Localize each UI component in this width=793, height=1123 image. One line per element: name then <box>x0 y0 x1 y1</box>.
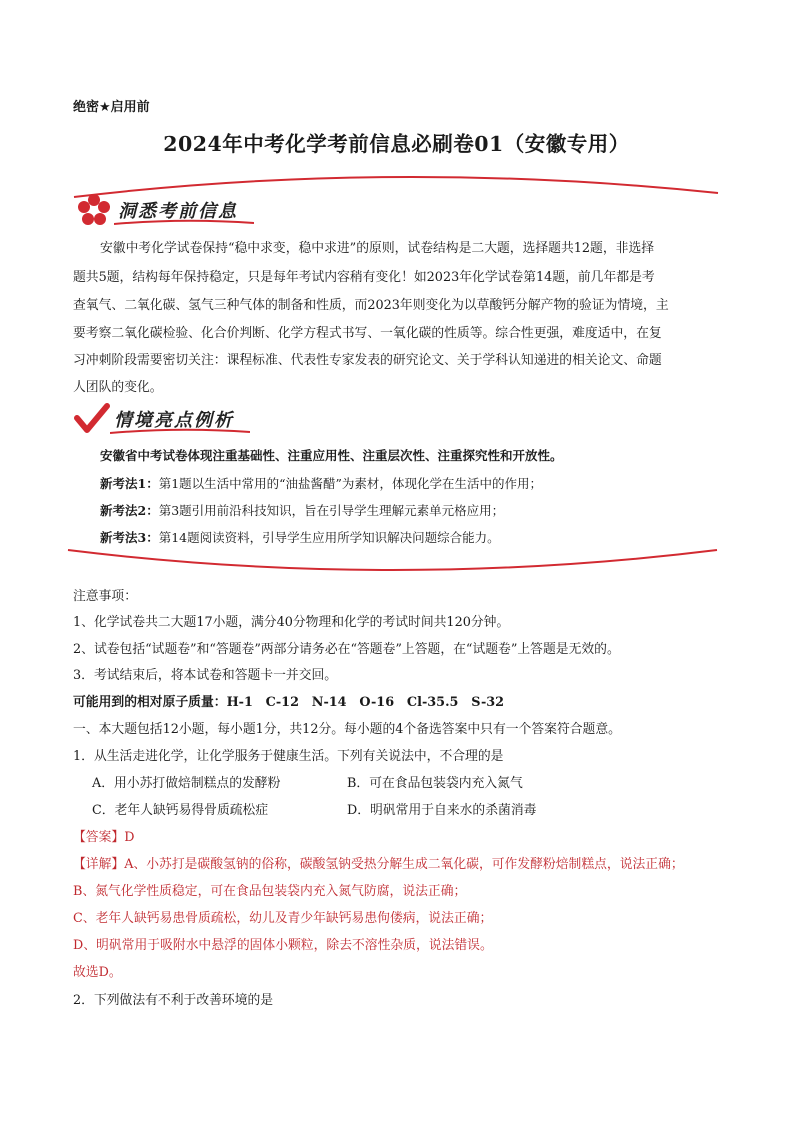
notice-item: 3．考试结束后，将本试卷和答题卡一并交回。 <box>73 668 338 683</box>
detail-line: C、老年人缺钙易患骨质疏松，幼儿及青少年缺钙易患佝偻病，说法正确； <box>73 911 493 926</box>
checkmark-icon <box>74 402 110 436</box>
info-section-heading <box>76 192 238 228</box>
highlight-item-label: 新考法1： <box>100 476 159 491</box>
highlight-section-title: 情境亮点例析 <box>114 410 234 431</box>
heading-underline <box>114 219 254 227</box>
detail-label: 【详解】 <box>73 857 125 872</box>
highlight-item-text: 第3题引用前沿科技知识，旨在引导学生理解元素单元格应用； <box>158 503 505 518</box>
notice-heading: 注意事项： <box>73 589 137 604</box>
highlight-item-label: 新考法2： <box>100 503 159 518</box>
info-line: 查氧气、二氧化碳、氢气三种气体的制备和性质，而2023年则变化为以草酸钙分解产物的验证为情境，主 <box>73 298 669 313</box>
detail-text: A、小苏打是碳酸氢钠的俗称，碳酸氢钠受热分解生成二氧化碳，可作发酵粉焙制糕点，说法正确； <box>124 857 684 872</box>
info-line: 安徽中考化学试卷保持“稳中求变，稳中求进”的原则，试卷结构是二大题，选择题共12题，非选择 <box>100 241 655 256</box>
highlight-item-label: 新考法3： <box>100 530 159 545</box>
notice-item: 2、试卷包括“试题卷”和“答题卷”两部分请务必在“答题卷”上答题，在“试题卷”上答题是无效的。 <box>73 642 620 657</box>
info-line: 题共5题，结构每年保持稳定，只是每年考试内容稍有变化！如2023年化学试卷第14题，前几年都是考 <box>73 270 655 285</box>
answer-value: D <box>124 830 135 845</box>
info-line: 人团队的变化。 <box>73 380 163 395</box>
conclusion-line: 故选D。 <box>73 965 122 980</box>
part-intro: 一、本大题包括12小题，每小题1分，共12分。每小题的4个备选答案中只有一个答案符合题意。 <box>73 722 621 737</box>
option-d: D．明矾常用于自来水的杀菌消毒 <box>347 803 537 818</box>
option-b: B．可在食品包装袋内充入氮气 <box>347 776 523 791</box>
question-stem: 2．下列做法有不利于改善环境的是 <box>73 993 274 1008</box>
flower-icon <box>76 192 112 228</box>
highlight-section-heading <box>74 402 234 436</box>
info-line: 要考察二氧化碳检验、化合价判断、化学方程式书写、一氧化碳的性质等。综合性更强，难度适中，在复 <box>73 326 662 341</box>
info-section-title: 洞悉考前信息 <box>118 201 238 222</box>
info-line: 习冲刺阶段需要密切关注：课程标准、代表性专家发表的研究论文、关于学科认知递进的相关论文、命题 <box>73 353 662 368</box>
detail-line: D、明矾常用于吸附水中悬浮的固体小颗粒，除去不溶性杂质，说法错误。 <box>73 938 493 953</box>
highlight-item <box>100 501 504 519</box>
detail-line <box>73 853 793 872</box>
highlight-item-text: 第1题以生活中常用的“油盐酱醋”为素材，体现化学在生活中的作用； <box>158 476 542 491</box>
highlight-item <box>100 474 542 492</box>
page-title: 2024年中考化学考前信息必刷卷01（安徽专用） <box>163 132 630 156</box>
highlight-summary: 安徽省中考试卷体现注重基础性、注重应用性、注重层次性、注重探究性和开放性。 <box>100 448 563 463</box>
heading-underline <box>110 428 250 436</box>
detail-line: B、氮气化学性质稳定，可在食品包装袋内充入氮气防腐，说法正确； <box>73 884 467 899</box>
highlight-item-text: 第14题阅读资料，引导学生应用所学知识解决问题综合能力。 <box>158 530 500 545</box>
notice-item: 1、化学试卷共二大题17小题，满分40分物理和化学的考试时间共120分钟。 <box>73 615 510 630</box>
answer-label: 【答案】 <box>73 830 125 845</box>
option-c: C．老年人缺钙易得骨质疏松症 <box>92 803 269 818</box>
option-a: A．用小苏打做焙制糕点的发酵粉 <box>92 776 281 791</box>
confidential-mark: 绝密★启用前 <box>73 100 150 115</box>
answer-line <box>73 826 134 845</box>
question-stem: 1．从生活走进化学，让化学服务于健康生活。下列有关说法中，不合理的是 <box>73 749 504 764</box>
highlight-item <box>100 528 500 546</box>
atomic-mass-line: 可能用到的相对原子质量：H-1 C-12 N-14 O-16 Cl-35.5 S-32 <box>73 695 505 710</box>
